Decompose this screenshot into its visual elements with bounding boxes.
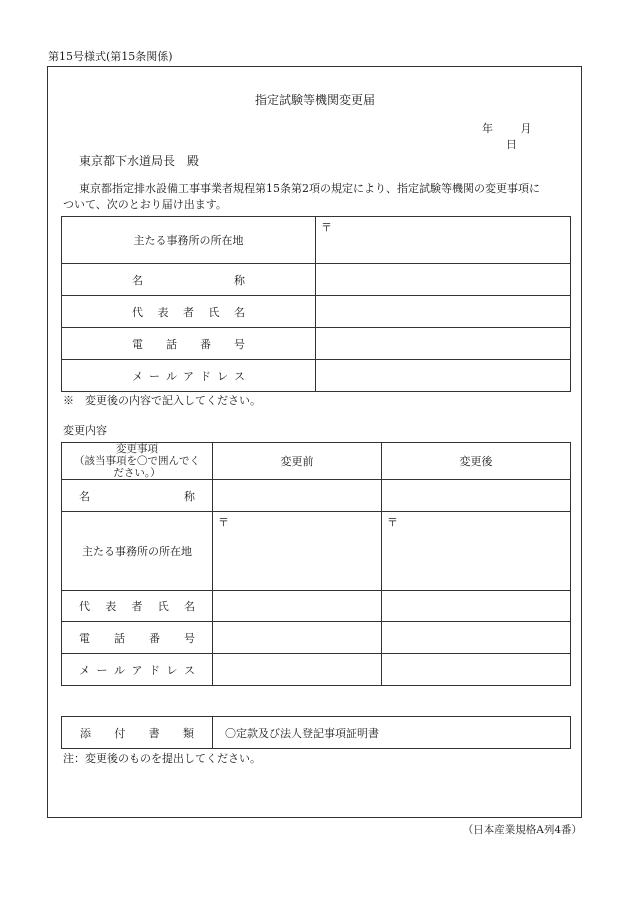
attachment-value: 〇定款及び法人登記事項証明書 — [213, 717, 571, 749]
note-submit: 注：変更後のものを提出してください。 — [63, 752, 261, 765]
label-char: 番 — [149, 631, 160, 645]
date-day: 日 — [506, 138, 517, 151]
table-row — [62, 654, 571, 686]
label-cell[interactable] — [62, 512, 213, 591]
label-char: 代 — [79, 600, 90, 613]
label-char: 書 — [148, 726, 160, 740]
change-representative-label — [62, 598, 212, 614]
label-char: 氏 — [157, 600, 169, 613]
label-char: 名 — [132, 273, 143, 287]
email-label — [62, 368, 315, 384]
label-cell[interactable] — [62, 591, 213, 622]
label-char: 添 — [80, 726, 91, 740]
label-char: 表 — [105, 600, 117, 613]
header-item — [62, 443, 213, 480]
label-char: ス — [184, 663, 195, 677]
label-char: 号 — [234, 337, 245, 351]
label-char: 付 — [114, 726, 126, 740]
label-char: 名 — [184, 600, 195, 613]
attachment-table — [61, 716, 571, 749]
label-cell — [62, 360, 316, 392]
header-item-line: （該当事項を〇で囲んでく — [74, 455, 200, 467]
label-cell[interactable] — [62, 480, 213, 512]
label-char: 話 — [166, 337, 177, 351]
label-char: 電 — [132, 337, 143, 351]
change-address-label: 主たる事務所の所在地 — [82, 545, 192, 558]
label-char: 名 — [234, 305, 245, 319]
label-char: メ — [132, 369, 143, 383]
email-before-field[interactable] — [213, 654, 382, 686]
attachment-label — [62, 725, 212, 741]
date-line — [482, 120, 568, 152]
header-item-line: 変更事項 — [116, 443, 158, 455]
table-row — [62, 264, 571, 296]
footer-paper-size: （日本産業規格A列4番） — [462, 824, 582, 836]
label-cell[interactable] — [62, 622, 213, 654]
note-after-change: ※ 変更後の内容で記入してください。 — [63, 394, 261, 407]
label-cell — [62, 717, 213, 749]
phone-before-field[interactable] — [213, 622, 382, 654]
label-cell — [62, 264, 316, 296]
change-email-label — [62, 662, 212, 678]
table-row — [62, 217, 571, 264]
body-line-1: 東京都指定排水設備工事事業者規程第15条第2項の規定により、指定試験等機関の変更事項に — [79, 182, 540, 195]
address-after-field[interactable] — [382, 512, 571, 591]
address-before-field[interactable] — [213, 512, 382, 591]
label-char: 称 — [184, 489, 195, 503]
label-char: レ — [217, 369, 228, 383]
name-label — [62, 272, 315, 288]
label-char: 号 — [184, 631, 195, 645]
label-char: ス — [234, 369, 245, 383]
label-char: ド — [149, 663, 160, 677]
label-char: 類 — [182, 726, 194, 740]
label-cell[interactable] — [62, 654, 213, 686]
date-month: 月 — [520, 122, 532, 135]
label-char: 氏 — [208, 305, 220, 319]
representative-after-field[interactable] — [382, 591, 571, 622]
phone-field[interactable] — [316, 328, 571, 360]
table-row — [62, 480, 571, 512]
body-line-2: ついて、次のとおり届け出ます。 — [63, 198, 227, 211]
table-row — [62, 622, 571, 654]
label-char: ア — [131, 663, 143, 677]
name-after-field[interactable] — [382, 480, 571, 512]
address-label: 主たる事務所の所在地 — [133, 234, 244, 247]
label-char: ー — [149, 369, 160, 383]
label-char: 番 — [200, 337, 211, 351]
label-char: ア — [183, 369, 194, 383]
name-field[interactable] — [316, 264, 571, 296]
table-row — [62, 328, 571, 360]
label-char: 話 — [114, 631, 125, 645]
phone-after-field[interactable] — [382, 622, 571, 654]
form-title: 指定試験等機関変更届 — [254, 93, 375, 107]
changes-table — [61, 442, 571, 686]
label-char: ー — [96, 663, 108, 677]
change-name-label — [62, 488, 212, 504]
section-label: 変更内容 — [63, 424, 107, 437]
table-header-row — [62, 443, 571, 480]
postal-mark: 〒 — [321, 221, 332, 234]
email-after-field[interactable] — [382, 654, 571, 686]
table-row — [62, 512, 571, 591]
addressee: 東京都下水道局長 殿 — [79, 154, 200, 168]
label-char: レ — [166, 663, 178, 677]
label-char: 代 — [132, 305, 143, 319]
label-char: 名 — [79, 489, 90, 503]
label-cell — [62, 296, 316, 328]
table-row — [62, 360, 571, 392]
representative-field[interactable] — [316, 296, 571, 328]
representative-before-field[interactable] — [213, 591, 382, 622]
label-char: 者 — [183, 305, 194, 319]
postal-mark: 〒 — [387, 516, 398, 529]
change-phone-label — [62, 630, 212, 646]
header-before: 変更前 — [213, 443, 382, 480]
label-char: 称 — [234, 273, 245, 287]
header-after: 変更後 — [382, 443, 571, 480]
label-char: ル — [166, 369, 177, 383]
date-year: 年 — [482, 122, 493, 135]
postal-mark: 〒 — [218, 516, 229, 529]
table-row — [62, 591, 571, 622]
label-cell — [62, 328, 316, 360]
header-item-line: ださい。） — [113, 467, 161, 479]
phone-label — [62, 336, 315, 352]
table-row — [62, 717, 571, 749]
label-char: メ — [79, 663, 90, 677]
label-char: 者 — [131, 600, 143, 613]
representative-label — [62, 304, 315, 320]
label-char: ル — [114, 663, 125, 677]
label-cell — [62, 217, 316, 264]
label-char: ド — [200, 369, 211, 383]
address-field[interactable] — [316, 217, 571, 264]
form-number: 第15号様式(第15条関係) — [48, 50, 173, 63]
name-before-field[interactable] — [213, 480, 382, 512]
registrant-table — [61, 216, 571, 392]
email-field[interactable] — [316, 360, 571, 392]
label-char: 表 — [157, 305, 169, 319]
label-char: 電 — [79, 631, 90, 645]
table-row — [62, 296, 571, 328]
